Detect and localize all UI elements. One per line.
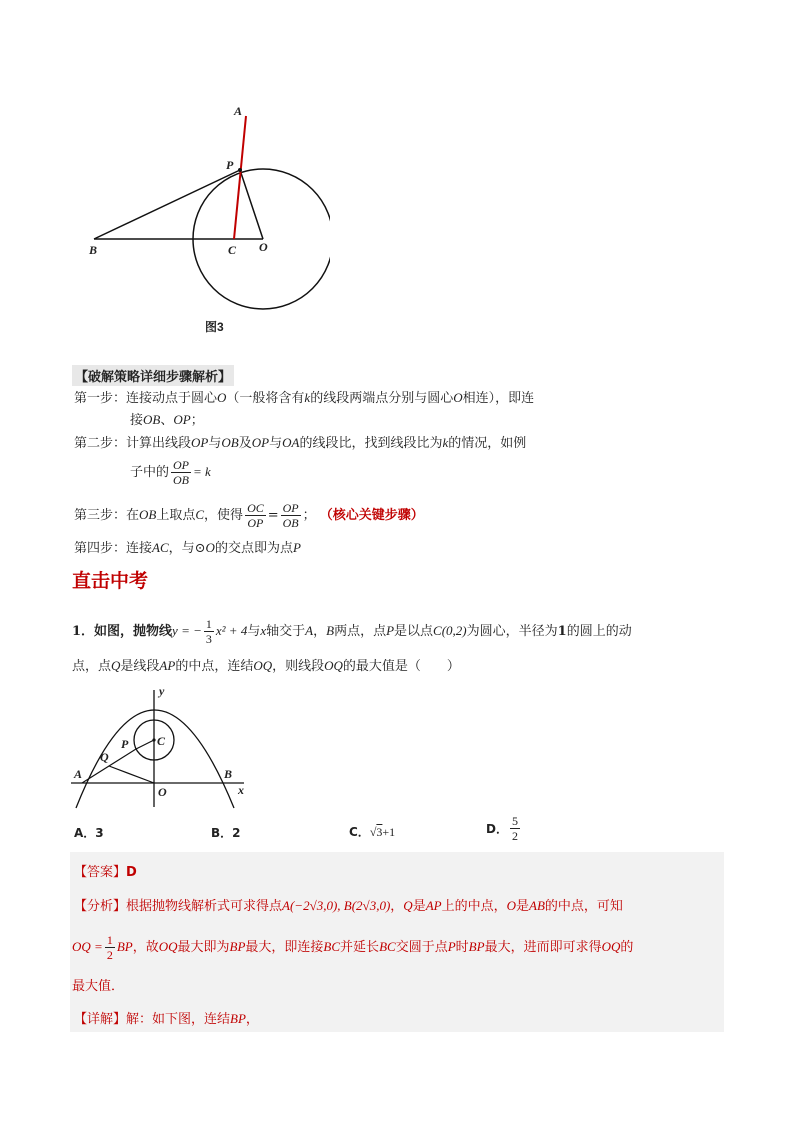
- question-line-1: 1．如图，抛物线y = − $\frac{1}{3}$ x² + 4与x轴交于A，B两点，点P是以点C(0,2)为圆心，半径为1的圆上的动: [72, 617, 632, 646]
- segment-bp: [94, 170, 240, 239]
- step-3-line: 第三步：在OB上取点C，使得 $\frac{OC}{OP}$ = $\frac{OP}{OB}$ ； （核心关键步骤）: [74, 501, 424, 530]
- point-p: [238, 168, 242, 172]
- fig3-label-a: A: [234, 104, 243, 118]
- option-c[interactable]: C．√3+1: [349, 825, 396, 839]
- figure-3-caption: 图3: [205, 320, 224, 334]
- parabola-label-a: A: [74, 767, 83, 781]
- parabola-label-b: B: [224, 767, 233, 781]
- question-line-2: 点，点Q是线段AP的中点，连结OQ，则线段OQ的最大值是（ ）: [72, 658, 460, 674]
- parabola-label-x: x: [238, 783, 244, 797]
- analysis-line-2: OQ = $\frac{1}{2}$ BP，故OQ最大即为BP最大，即连接BC并延长BC交圆于点P时BP最大，进而即可求得OQ的: [72, 933, 634, 962]
- segment-pc: [136, 740, 154, 749]
- option-a[interactable]: A．3: [74, 826, 104, 840]
- parabola-label-o: O: [158, 785, 167, 799]
- fig3-label-c: C: [228, 243, 237, 257]
- line-ac: [234, 116, 246, 239]
- answer-line: 【答案】D: [74, 865, 137, 880]
- parabola-label-q: Q: [100, 750, 109, 764]
- segment-qo: [109, 766, 154, 783]
- fig3-label-b: B: [89, 243, 98, 257]
- figure-3-diagram: [80, 100, 330, 340]
- step-4-line: 第四步：连接AC，与⊙O的交点即为点P: [74, 540, 301, 556]
- segment-po: [240, 170, 263, 239]
- step-2-line-1: 第二步：计算出线段OP与OB及OP与OA的线段比，找到线段比为k的情况，如例: [74, 435, 527, 451]
- step-2-line-2: 子中的 $\frac{OP}{OB}$ = k: [130, 458, 211, 487]
- analysis-line-1: 【分析】根据抛物线解析式可求得点A(−2√3,0), B(2√3,0)，Q是AP上的中点，O是AB的中点，可知: [74, 898, 623, 914]
- parabola-label-c: C: [157, 734, 166, 748]
- parabola-label-p: P: [121, 737, 129, 751]
- detail-line: 【详解】解：如下图，连结BP，: [74, 1011, 259, 1027]
- section-title: 直击中考: [72, 570, 149, 592]
- option-d[interactable]: D． $\frac{5}{2}$: [486, 814, 518, 843]
- strategy-title: 【破解策略详细步骤解析】: [72, 365, 234, 386]
- step-1-line-2: 接OB、OP；: [130, 412, 204, 428]
- analysis-line-3: 最大值．: [72, 979, 125, 994]
- point-c: [152, 738, 155, 741]
- step-1-line-1: 第一步：连接动点于圆心O（一般将含有k的线段两端点分别与圆心O相连），即连: [74, 390, 535, 406]
- fig3-label-p: P: [226, 158, 234, 172]
- fig3-label-o: O: [259, 240, 268, 254]
- option-b[interactable]: B．2: [211, 826, 241, 840]
- key-step-note: （核心关键步骤）: [319, 508, 424, 523]
- parabola-label-y: y: [159, 684, 165, 698]
